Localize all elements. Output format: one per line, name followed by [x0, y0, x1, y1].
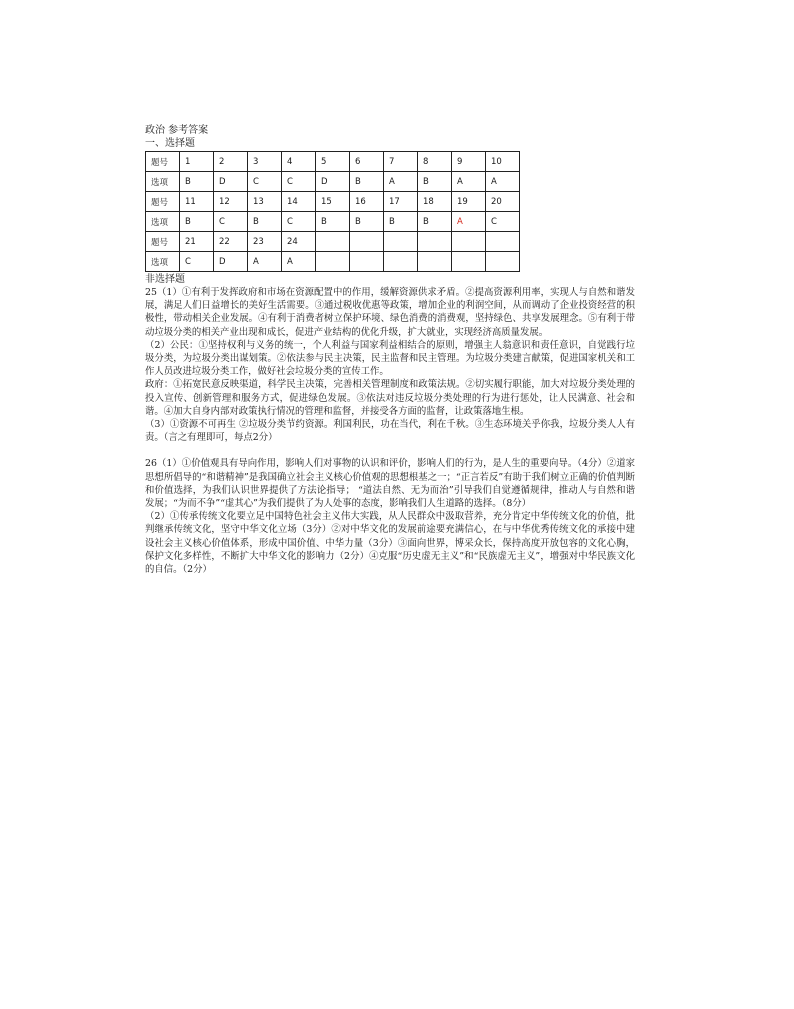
table-cell: [486, 252, 520, 272]
table-cell: C: [214, 212, 248, 232]
table-cell: 2: [214, 152, 248, 172]
table-cell: B: [384, 212, 418, 232]
table-cell: C: [282, 172, 316, 192]
table-cell: 15: [316, 192, 350, 212]
table-cell: 12: [214, 192, 248, 212]
table-cell: 6: [350, 152, 384, 172]
table-cell: [452, 232, 486, 252]
q25-part1: 25（1）①有利于发挥政府和市场在资源配置中的作用，缓解资源供求矛盾。②提高资源利用率，实现人与自然和谐发展，满足人们日益增长的美好生活需要。③通过税收优惠等政策，增加企业的利润空间，从而调动了企业投资经营的积极性，带动相关企业发展。④有利于消费者树立保护环境、绿色消费的消费观，坚持绿色、共享发展理念。⑤有利于带动垃圾分类的相关产业出现和成长，促进产业结构的优化升级，扩大就业，实现经济高质量发展。: [145, 287, 635, 338]
table-cell: A: [452, 212, 486, 232]
table-cell: A: [282, 252, 316, 272]
table-cell: C: [180, 252, 214, 272]
table-cell: [418, 252, 452, 272]
table-cell: 8: [418, 152, 452, 172]
table-cell: 22: [214, 232, 248, 252]
table-cell: B: [418, 212, 452, 232]
table-cell: B: [180, 212, 214, 232]
table-cell: 16: [350, 192, 384, 212]
table-cell: 23: [248, 232, 282, 252]
table-cell: [350, 252, 384, 272]
table-cell: 1: [180, 152, 214, 172]
table-row: [146, 232, 520, 252]
table-cell: 3: [248, 152, 282, 172]
table-cell: 24: [282, 232, 316, 252]
document-title: 政治 参考答案: [145, 125, 209, 136]
table-cell: A: [248, 252, 282, 272]
table-cell: 19: [452, 192, 486, 212]
table-cell: [350, 232, 384, 252]
table-row: [146, 192, 520, 212]
table-cell: 14: [282, 192, 316, 212]
table-cell: [418, 232, 452, 252]
table-cell: 10: [486, 152, 520, 172]
table-cell: B: [316, 212, 350, 232]
q26-part2: （2）①传承传统文化要立足中国特色社会主义伟大实践，从人民群众中汲取营养，充分肯定中华传统文化的价值，批判继承传统文化，坚守中华文化立场（3分）②对中华文化的发展前途要充满信心，在与中华优秀传统文化的承接中建设社会主义核心价值体系，形成中国价值、中华力量（3分）③面向世界，博采众长，保持高度开放包容的文化心胸，保护文化多样性，不断扩大中华文化的影响力（2分）④克服“历史虚无主义”和“民族虚无主义”，增强对中华民族文化的自信。（2分）: [145, 511, 635, 576]
table-cell: [316, 252, 350, 272]
table-cell: B: [350, 212, 384, 232]
table-cell: B: [350, 172, 384, 192]
q25-part3: （3）①资源不可再生 ②垃圾分类节约资源。利国利民，功在当代，利在千秋。③生态环境关乎你我，垃圾分类人人有责。（言之有理即可，每点2分）: [145, 419, 635, 444]
table-row: [146, 172, 520, 192]
table-cell: D: [214, 252, 248, 272]
table-cell: C: [248, 172, 282, 192]
table-cell: 7: [384, 152, 418, 172]
table-row-header: 选项: [146, 252, 180, 272]
table-cell: [384, 232, 418, 252]
table-cell: A: [452, 172, 486, 192]
q26-part1: 26（1）①价值观具有导向作用，影响人们对事物的认识和评价，影响人们的行为，是人生的重要向导。（4分）②道家思想所倡导的“和谐精神”是我国确立社会主义核心价值观的思想根基之一；“正言若反”有助于我们树立正确的价值判断和价值选择，为我们认识世界提供了方法论指导； “道法自然、无为而治”引导我们自觉遵循规律，推动人与自然和谐发展；“为而不争”“虚其心”为我们提供了为人处事的态度，影响我们人生道路的选择。（8分）: [145, 458, 635, 510]
table-cell: B: [418, 172, 452, 192]
table-cell: C: [282, 212, 316, 232]
q25-part2-government: 政府：①拓宽民意反映渠道，科学民主决策，完善相关管理制度和政策法规。②切实履行职能，加大对垃圾分类处理的投入宣传、创新管理和服务方式，促进绿色发展。③依法对违反垃圾分类处理的行为进行惩处，让人民满意、社会和谐。④加大自身内部对政策执行情况的管理和监督，并接受各方面的监督，让政策落地生根。: [145, 379, 635, 417]
table-cell: [486, 232, 520, 252]
table-row-header: 题号: [146, 152, 180, 172]
table-cell: 18: [418, 192, 452, 212]
table-cell: [384, 252, 418, 272]
table-cell: B: [248, 212, 282, 232]
table-cell: [452, 252, 486, 272]
spacer: [145, 444, 635, 457]
table-cell: 13: [248, 192, 282, 212]
section-heading-choice: 一、选择题: [145, 138, 195, 149]
table-cell: 4: [282, 152, 316, 172]
table-cell: 9: [452, 152, 486, 172]
table-cell: 11: [180, 192, 214, 212]
table-row: [146, 212, 520, 232]
table-row: [146, 152, 520, 172]
table-cell: D: [214, 172, 248, 192]
table-cell: C: [486, 212, 520, 232]
table-cell: [316, 232, 350, 252]
table-cell: A: [486, 172, 520, 192]
q25-part2: （2）公民：①坚持权利与义务的统一，个人利益与国家利益相结合的原则，增强主人翁意识和责任意识，自觉践行垃圾分类，为垃圾分类出谋划策。②依法参与民主决策，民主监督和民主管理。为垃圾分类建言献策，促进国家机关和工作人员改进垃圾分类工作，做好社会垃圾分类的宣传工作。: [145, 339, 635, 378]
table-cell: 17: [384, 192, 418, 212]
section-heading-nonchoice: 非选择题: [145, 274, 185, 285]
answer-table: [145, 151, 520, 272]
table-row: [146, 252, 520, 272]
table-row-header: 题号: [146, 192, 180, 212]
table-cell: 21: [180, 232, 214, 252]
table-cell: D: [316, 172, 350, 192]
table-cell: 20: [486, 192, 520, 212]
answer-document: [145, 124, 635, 576]
table-row-header: 选项: [146, 212, 180, 232]
table-row-header: 题号: [146, 232, 180, 252]
table-row-header: 选项: [146, 172, 180, 192]
table-cell: B: [180, 172, 214, 192]
table-cell: 5: [316, 152, 350, 172]
table-cell: A: [384, 172, 418, 192]
